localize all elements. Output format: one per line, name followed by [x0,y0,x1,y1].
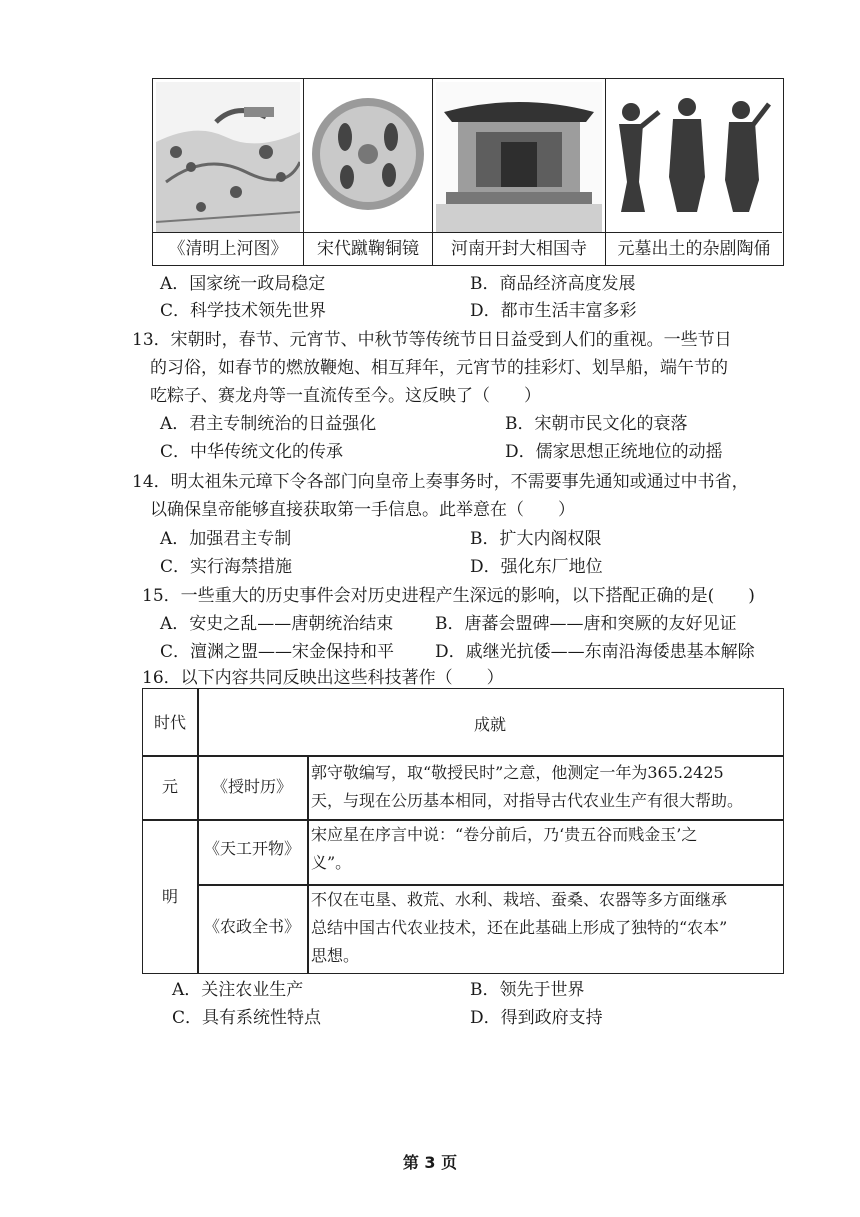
bronze-mirror-icon [307,82,429,232]
table-book-title: 《授时历》 [211,777,292,796]
table-rule [307,755,309,973]
q16-option-a: A．关注农业生产 [172,980,304,1000]
table-book-title: 《农政全书》 [203,917,300,936]
image-caption: 河南开封大相国寺 [433,232,605,265]
table-rule [143,755,783,757]
image-cell-figurines [606,79,782,265]
q13-stem-line: 的习俗，如春节的燃放鞭炮、相互拜年，元宵节的挂彩灯、划旱船，端午节的 [150,358,728,378]
q14-stem-line: 14．明太祖朱元璋下令各部门向皇帝上奏事务时，不需要事先通知或通过中书省， [132,472,749,492]
table-era-ming: 明 [161,887,178,906]
q12-option-a: A．国家统一政局稳定 [160,274,326,294]
q16-option-d: D．得到政府支持 [470,1008,603,1028]
q12-option-d: D．都市生活丰富多彩 [470,301,637,321]
q13-option-d: D．儒家思想正统地位的动摇 [505,442,723,462]
q14-option-a: A．加强君主专制 [160,529,292,549]
table-achievement-line: 总结中国古代农业技术，还在此基础上形成了独特的“农本” [311,918,728,937]
image-caption: 宋代蹴鞠铜镜 [304,232,432,265]
painting-scroll-icon [156,82,300,232]
table-achievement-line: 不仅在屯垦、救荒、水利、栽培、蚕桑、农器等多方面继承 [311,890,728,909]
q14-option-b: B．扩大内阁权限 [470,529,602,549]
q15-option-d: D．戚继光抗倭——东南沿海倭患基本解除 [435,642,755,662]
table-achievement-line: 思想。 [311,946,360,965]
image-cell-qingming [153,79,304,265]
table-achievement-line: 郭守敬编写，取“敬授民时”之意，他测定一年为365.2425 [311,763,724,782]
image-cell-temple [433,79,606,265]
image-table [152,78,784,266]
q15-option-a: A．安史之乱——唐朝统治结束 [160,614,394,634]
table-header-achievement: 成就 [473,715,506,734]
q15-stem-line: 15．一些重大的历史事件会对历史进程产生深远的影响，以下搭配正确的是( ) [142,586,755,606]
q14-stem-line: 以确保皇帝能够直接获取第一手信息。此举意在（ ） [150,500,575,520]
temple-icon [436,82,602,232]
table-achievement-line: 天，与现在公历基本相同，对指导古代农业生产有很大帮助。 [311,791,744,810]
image-cell-mirror [304,79,433,265]
pottery-figurines-icon [609,82,779,232]
q14-option-d: D．强化东厂地位 [470,557,603,577]
q13-option-a: A．君主专制统治的日益强化 [160,414,377,434]
table-era-yuan: 元 [161,777,178,796]
q13-stem-line: 13．宋朝时，春节、元宵节、中秋节等传统节日日益受到人们的重视。一些节日 [132,330,732,350]
page-number: 第 3 页 [402,1153,458,1172]
q13-stem-line: 吃粽子、赛龙舟等一直流传至今。这反映了（ ） [150,386,541,406]
q12-option-c: C．科学技术领先世界 [160,301,327,321]
q16-option-b: B．领先于世界 [470,980,585,1000]
table-achievement-line: 宋应星在序言中说：“卷分前后，乃‘贵五谷而贱金玉’之 [311,825,698,844]
q15-option-b: B．唐蕃会盟碑——唐和突厥的友好见证 [435,614,737,634]
table-achievement-line: 义”。 [311,853,352,872]
q15-option-c: C．澶渊之盟——宋金保持和平 [160,642,395,662]
achievement-table [142,688,784,974]
table-book-title: 《天工开物》 [203,839,300,858]
image-caption: 《清明上河图》 [153,232,303,265]
q12-option-b: B．商品经济高度发展 [470,274,636,294]
image-caption: 元墓出土的杂剧陶俑 [606,232,782,265]
table-rule [143,819,783,821]
q13-option-b: B．宋朝市民文化的衰落 [505,414,688,434]
q14-option-c: C．实行海禁措施 [160,557,293,577]
table-header-era: 时代 [153,713,186,732]
q13-option-c: C．中华传统文化的传承 [160,442,344,462]
q16-option-c: C．具有系统性特点 [172,1008,322,1028]
q16-stem-line: 16．以下内容共同反映出这些科技著作（ ） [142,668,504,688]
table-rule [197,884,783,886]
